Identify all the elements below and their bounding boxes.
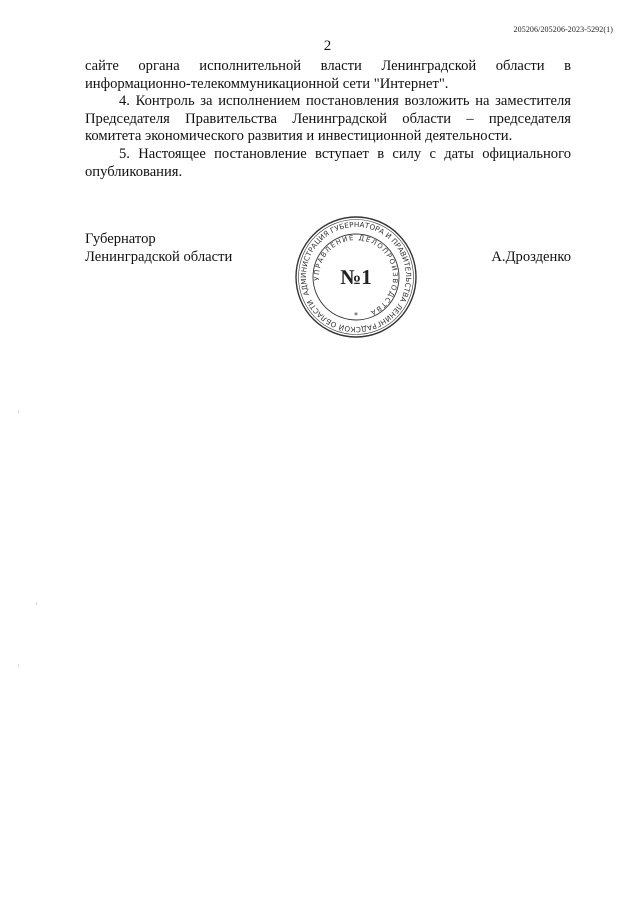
scan-artifact xyxy=(18,664,19,667)
signer-title xyxy=(85,231,232,266)
signature-block xyxy=(85,219,571,351)
seal-outer-textpath: АДМИНИСТРАЦИЯ ГУБЕРНАТОРА И ПРАВИТЕЛЬСТВА ЛЕНИНГРАДСКОЙ ОБЛАСТИ xyxy=(298,219,414,335)
paragraph-continuation: сайте органа исполнительной власти Ленинградской области в информационно-телекоммуникационной сети "Интернет". xyxy=(85,58,571,92)
official-seal xyxy=(293,214,419,340)
seal-star: * xyxy=(354,311,358,320)
signer-title-line-1: Губернатор xyxy=(85,231,156,247)
seal-inner-textpath: УПРАВЛЕНИЕ ДЕЛОПРОИЗВОДСТВА xyxy=(312,233,400,318)
document-body xyxy=(85,58,571,181)
signer-name: А.Дрозденко xyxy=(491,248,571,265)
seal-number: №1 xyxy=(340,265,372,289)
document-id: 205206/205206-2023-5292(1) xyxy=(513,25,613,34)
page-number: 2 xyxy=(323,38,332,54)
seal-graphic xyxy=(293,214,419,340)
signer-title-line-2: Ленинградской области xyxy=(85,248,233,265)
scan-artifact xyxy=(36,602,37,605)
scan-artifact xyxy=(18,410,19,413)
paragraph-item-5: 5. Настоящее постановление вступает в силу с даты официального опубликования. xyxy=(85,145,571,180)
paragraph-item-4: 4. Контроль за исполнением постановления возложить на заместителя Председателя Правительства Ленинградской области – председателя комитета экономического развития и инвестиционной деятельности. xyxy=(85,93,571,145)
